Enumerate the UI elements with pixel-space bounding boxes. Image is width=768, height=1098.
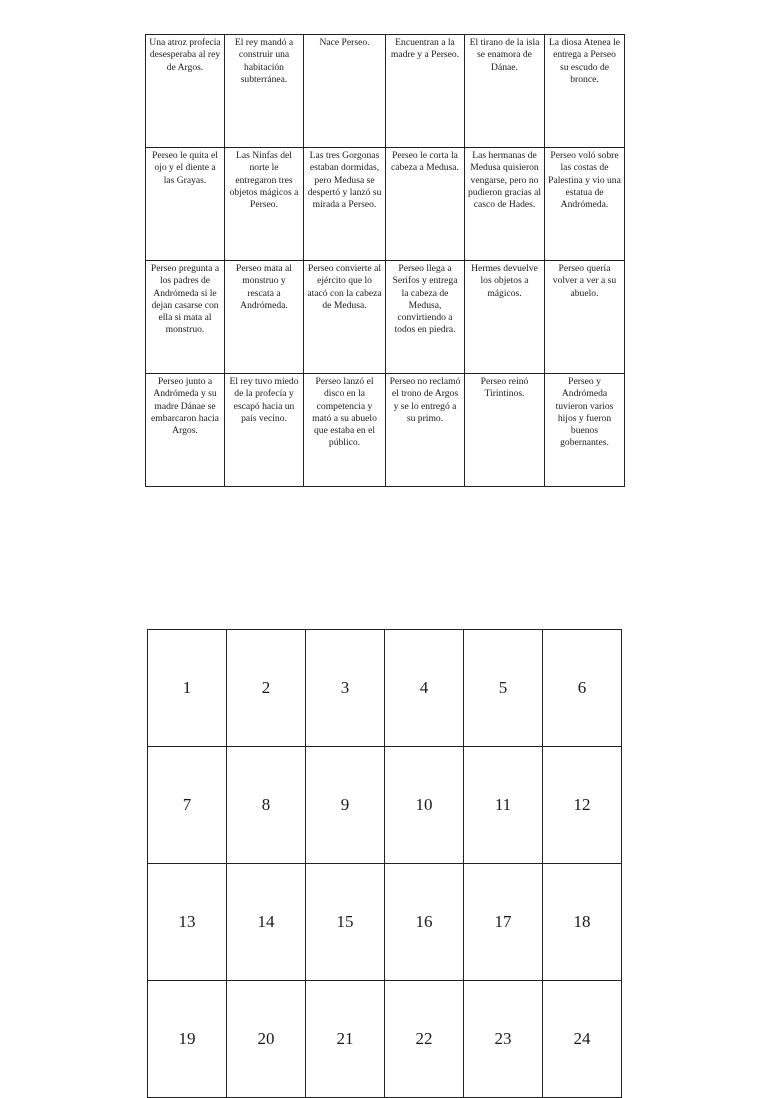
number-cell: 2 [227,630,306,747]
story-card: Una atroz profecía desesperaba al rey de Argos. [146,35,225,148]
number-cell: 8 [227,747,306,864]
number-cell: 23 [464,981,543,1098]
story-card: Perseo convierte al ejército que lo atacó con la cabeza de Medusa. [304,261,386,374]
number-cell: 14 [227,864,306,981]
number-cell: 5 [464,630,543,747]
story-card: Perseo le quita el ojo y el diente a las Grayas. [146,148,225,261]
story-card: Encuentran a la madre y a Perseo. [386,35,465,148]
number-cell: 11 [464,747,543,864]
number-cell: 17 [464,864,543,981]
story-card: La diosa Atenea le entrega a Perseo su escudo de bronce. [545,35,625,148]
number-cell: 12 [543,747,622,864]
number-cell: 19 [148,981,227,1098]
story-card: Perseo no reclamó el trono de Argos y se lo entregó a su primo. [386,374,465,487]
number-grid-table [147,629,622,1098]
story-cards-table [145,34,625,487]
number-cell: 18 [543,864,622,981]
number-cell: 20 [227,981,306,1098]
story-card: Hermes devuelve los objetos a mágicos. [465,261,545,374]
story-row [146,35,625,148]
number-cell: 4 [385,630,464,747]
story-card: Perseo mata al monstruo y rescata a Andrómeda. [225,261,304,374]
number-cell: 10 [385,747,464,864]
number-cell: 1 [148,630,227,747]
story-card: Las hermanas de Medusa quisieron vengarse, pero no pudieron gracias al casco de Hades. [465,148,545,261]
story-card: Perseo quería volver a ver a su abuelo. [545,261,625,374]
story-card: El tirano de la isla se enamora de Dánae. [465,35,545,148]
story-row [146,261,625,374]
number-cell: 22 [385,981,464,1098]
number-row [148,864,622,981]
story-card: Nace Perseo. [304,35,386,148]
story-card: Perseo voló sobre las costas de Palestina y vio una estatua de Andrómeda. [545,148,625,261]
number-row [148,981,622,1098]
number-cell: 15 [306,864,385,981]
story-row [146,148,625,261]
story-card: Perseo pregunta a los padres de Andrómeda si le dejan casarse con ella si mata al monstruo. [146,261,225,374]
story-card: El rey mandó a construir una habitación subterránea. [225,35,304,148]
number-row [148,630,622,747]
story-card: Perseo junto a Andrómeda y su madre Dánae se embarcaron hacia Argos. [146,374,225,487]
story-card: Las Ninfas del norte le entregaron tres objetos mágicos a Perseo. [225,148,304,261]
story-card: Perseo le corta la cabeza a Medusa. [386,148,465,261]
story-card: Las tres Gorgonas estaban dormidas, pero Medusa se despertó y lanzó su mirada a Perseo. [304,148,386,261]
story-row [146,374,625,487]
number-cell: 21 [306,981,385,1098]
number-cell: 6 [543,630,622,747]
story-card: Perseo llega a Serifos y entrega la cabeza de Medusa, convirtiendo a todos en piedra. [386,261,465,374]
number-cell: 13 [148,864,227,981]
story-card: Perseo reinó Tirintinos. [465,374,545,487]
number-cell: 7 [148,747,227,864]
story-card: Perseo y Andrómeda tuvieron varios hijos y fueron buenos gobernantes. [545,374,625,487]
number-cell: 24 [543,981,622,1098]
number-cell: 16 [385,864,464,981]
story-card: El rey tuvo miedo de la profecía y escapó hacia un país vecino. [225,374,304,487]
number-cell: 9 [306,747,385,864]
number-row [148,747,622,864]
story-card: Perseo lanzó el disco en la competencia y mató a su abuelo que estaba en el público. [304,374,386,487]
number-cell: 3 [306,630,385,747]
